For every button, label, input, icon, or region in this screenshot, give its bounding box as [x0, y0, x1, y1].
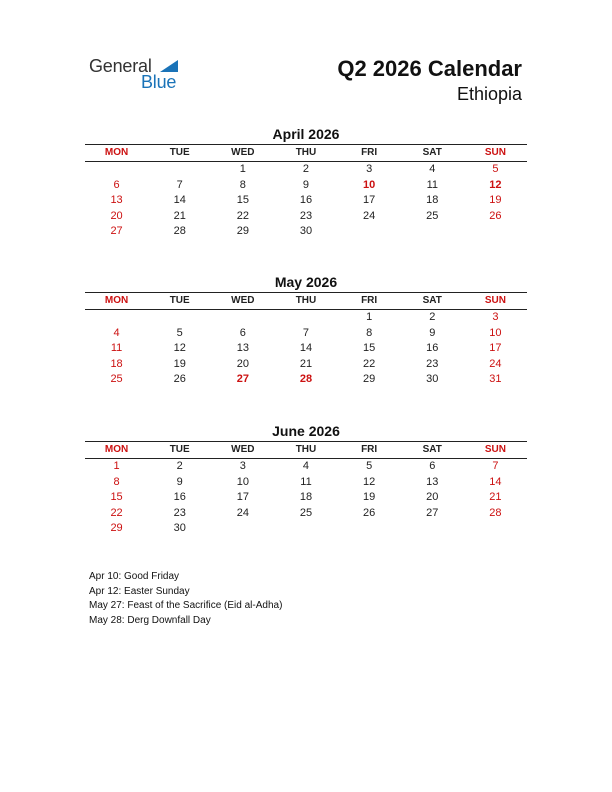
day-cell: 1 — [239, 163, 246, 175]
month-april — [85, 125, 527, 240]
weekday-label: TUE — [169, 444, 190, 455]
day-cell: 25 — [299, 506, 313, 519]
day-cell: 23 — [426, 357, 439, 370]
day-cell: 26 — [489, 209, 502, 222]
day-cell: 26 — [363, 506, 376, 519]
day-cell: 8 — [366, 326, 373, 339]
day-cell — [211, 521, 274, 537]
day-cell: 26 — [173, 373, 186, 386]
brand-logo — [89, 56, 209, 96]
week-row — [85, 326, 527, 342]
weekday-label: WED — [231, 295, 255, 306]
weekday-label: THU — [295, 147, 317, 158]
week-row — [85, 357, 527, 373]
week-row — [85, 490, 527, 506]
day-cell: 11 — [110, 342, 123, 355]
holiday-item: May 28: Derg Downfall Day — [89, 614, 211, 626]
weekday-label: WED — [231, 444, 255, 455]
day-cell: 1 — [113, 460, 120, 472]
day-cell: 21 — [489, 491, 502, 504]
day-cell: 24 — [236, 506, 249, 519]
month-title: June 2026 — [272, 423, 340, 439]
day-cell: 30 — [426, 373, 439, 386]
day-cell — [211, 310, 274, 326]
weekday-header — [85, 292, 527, 310]
day-cell: 28 — [173, 225, 186, 238]
logo-text-general: General — [89, 56, 152, 76]
day-cell: 6 — [429, 460, 436, 472]
day-cell: 9 — [429, 326, 436, 339]
day-cell — [148, 310, 211, 326]
week-row — [85, 341, 527, 357]
day-cell: 3 — [239, 460, 246, 472]
day-cell: 25 — [110, 373, 123, 386]
day-cell: 22 — [236, 209, 249, 222]
day-cell: 9 — [302, 178, 310, 191]
day-cell: 12 — [363, 475, 376, 488]
month-title: April 2026 — [272, 126, 340, 142]
logo-triangle-icon — [160, 60, 178, 72]
page-title: Q2 2026 Calendar — [337, 56, 522, 81]
weekday-label: SAT — [422, 147, 442, 158]
weekday-label: THU — [295, 295, 317, 306]
day-cell: 19 — [173, 357, 186, 370]
day-cell: 4 — [113, 326, 120, 339]
day-cell — [338, 224, 401, 240]
day-cell — [274, 310, 337, 326]
day-cell: 21 — [299, 357, 313, 370]
day-cell: 15 — [110, 491, 123, 504]
day-cell: 17 — [489, 342, 502, 355]
week-row — [85, 459, 527, 475]
holiday-item: Apr 10: Good Friday — [89, 571, 180, 582]
day-cell: 22 — [363, 357, 376, 370]
week-row — [85, 193, 527, 209]
day-cell: 17 — [236, 491, 249, 504]
day-cell: 6 — [239, 326, 246, 339]
month-june — [85, 422, 527, 537]
day-cell: 29 — [110, 522, 123, 535]
day-cell: 25 — [426, 209, 439, 222]
day-cell: 24 — [489, 357, 502, 370]
day-cell: 15 — [363, 342, 376, 355]
weekday-header — [85, 144, 527, 162]
day-cell: 13 — [236, 342, 249, 355]
day-cell: 2 — [429, 311, 436, 323]
weekday-label: SAT — [422, 295, 442, 306]
day-cell: 30 — [299, 225, 313, 238]
weekday-label: MON — [104, 295, 129, 306]
day-cell: 14 — [489, 475, 502, 488]
day-cell: 14 — [299, 342, 313, 355]
day-cell: 18 — [110, 357, 123, 370]
weekday-label: SUN — [484, 147, 506, 158]
day-cell — [401, 224, 464, 240]
day-cell: 28 — [489, 506, 502, 519]
weekday-label: WED — [231, 147, 255, 158]
day-cell: 16 — [299, 194, 313, 207]
day-cell: 22 — [110, 506, 123, 519]
day-cell: 16 — [173, 491, 186, 504]
day-cell: 24 — [363, 209, 376, 222]
day-cell: 19 — [363, 491, 376, 504]
day-cell: 6 — [113, 178, 120, 191]
day-cell: 12 — [173, 342, 186, 355]
day-cell: 12 — [489, 178, 502, 191]
day-cell: 7 — [492, 460, 499, 472]
weekday-label: SUN — [484, 295, 506, 306]
week-row — [85, 506, 527, 522]
day-cell: 8 — [239, 178, 246, 191]
day-cell: 27 — [110, 225, 123, 238]
weekday-header — [85, 441, 527, 459]
weekday-label: MON — [104, 444, 129, 455]
weekday-label: TUE — [169, 147, 190, 158]
day-cell: 20 — [426, 491, 439, 504]
day-cell — [464, 224, 527, 240]
day-cell: 28 — [299, 373, 313, 386]
day-cell: 27 — [236, 373, 249, 386]
day-cell: 14 — [173, 194, 186, 207]
weekday-label: TUE — [169, 295, 190, 306]
day-cell: 2 — [302, 163, 310, 175]
logo-text-blue: Blue — [141, 72, 177, 92]
day-cell: 5 — [366, 460, 373, 472]
month-title: May 2026 — [274, 274, 338, 290]
day-cell: 18 — [299, 491, 313, 504]
holiday-item: May 27: Feast of the Sacrifice (Eid al-Adha) — [89, 600, 283, 611]
day-cell: 19 — [489, 194, 502, 207]
day-cell — [85, 310, 148, 326]
day-cell: 21 — [173, 209, 186, 222]
day-cell: 15 — [236, 194, 249, 207]
day-cell — [338, 521, 401, 537]
day-cell: 2 — [176, 460, 183, 472]
day-cell: 3 — [492, 311, 499, 323]
day-cell: 31 — [489, 373, 502, 386]
day-cell: 8 — [113, 475, 120, 488]
day-cell: 29 — [236, 225, 249, 238]
day-cell: 1 — [366, 311, 373, 323]
day-cell: 30 — [173, 522, 186, 535]
month-may — [85, 273, 527, 388]
day-cell: 11 — [426, 178, 438, 191]
weekday-label: FRI — [361, 444, 378, 455]
day-cell — [85, 162, 148, 178]
day-cell: 13 — [426, 475, 439, 488]
day-cell: 4 — [429, 163, 436, 175]
weekday-label: FRI — [361, 147, 378, 158]
holiday-item: Apr 12: Easter Sunday — [89, 585, 190, 597]
day-cell: 5 — [492, 163, 499, 175]
day-cell — [274, 521, 337, 537]
day-cell: 7 — [176, 178, 183, 191]
week-row — [85, 224, 527, 240]
day-cell: 23 — [299, 209, 313, 222]
day-cell — [401, 521, 464, 537]
week-row — [85, 162, 527, 178]
day-cell: 3 — [366, 163, 373, 175]
week-row — [85, 209, 527, 225]
day-cell: 5 — [176, 326, 183, 339]
day-cell: 10 — [236, 475, 249, 488]
weekday-label: THU — [295, 444, 317, 455]
day-cell — [148, 162, 211, 178]
country-name: Ethiopia — [456, 84, 522, 104]
day-cell: 9 — [176, 475, 183, 488]
day-cell: 4 — [302, 460, 310, 472]
day-cell: 20 — [110, 209, 123, 222]
day-cell: 10 — [363, 178, 376, 191]
weekday-label: SUN — [484, 444, 506, 455]
day-cell: 23 — [173, 506, 186, 519]
day-cell — [464, 521, 527, 537]
day-cell: 20 — [236, 357, 249, 370]
week-row — [85, 178, 527, 194]
week-row — [85, 372, 527, 388]
weekday-label: FRI — [361, 295, 378, 306]
week-row — [85, 521, 527, 537]
day-cell: 13 — [110, 194, 123, 207]
weekday-label: MON — [104, 147, 129, 158]
day-cell: 17 — [363, 194, 376, 207]
day-cell: 29 — [363, 373, 376, 386]
day-cell: 27 — [426, 506, 439, 519]
weekday-label: SAT — [422, 444, 442, 455]
day-cell: 7 — [302, 326, 310, 339]
holiday-list — [89, 570, 282, 628]
week-row — [85, 310, 527, 326]
day-cell: 18 — [426, 194, 439, 207]
day-cell: 10 — [489, 326, 502, 339]
week-row — [85, 475, 527, 491]
day-cell: 16 — [426, 342, 439, 355]
day-cell: 11 — [300, 475, 312, 488]
